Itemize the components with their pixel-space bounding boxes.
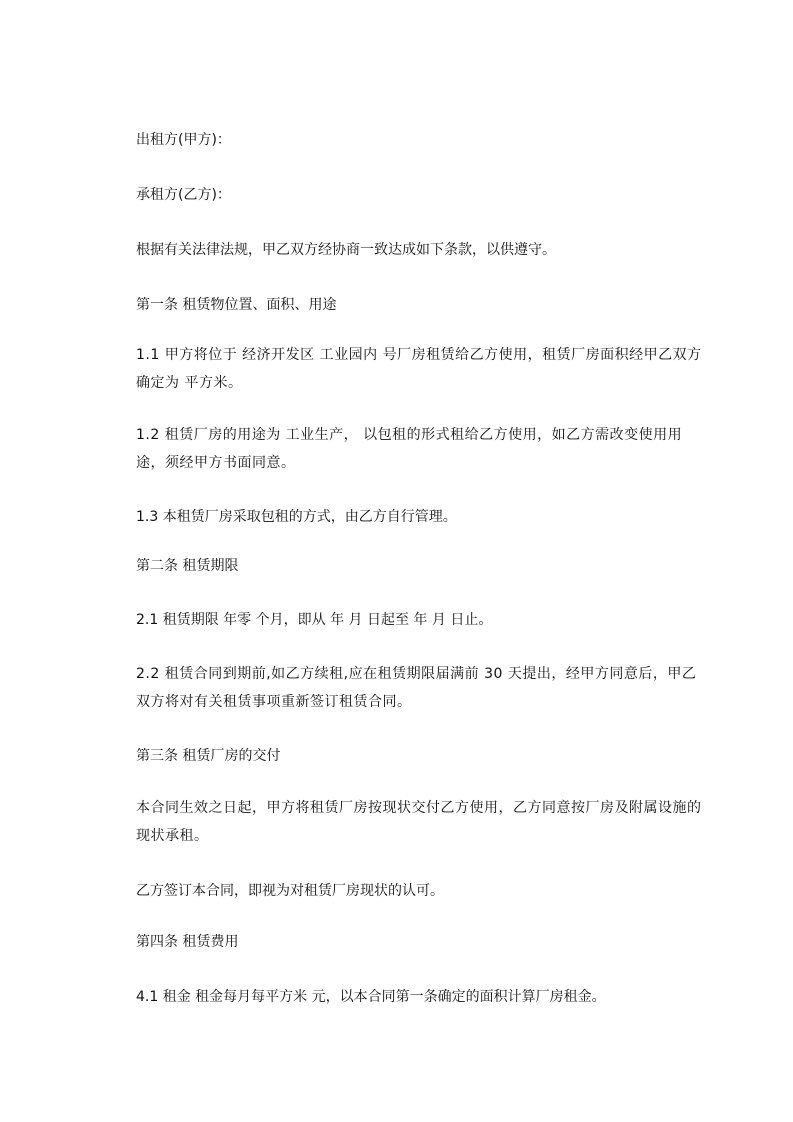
article-4-heading: 第四条 租赁费用: [136, 934, 239, 950]
article-1-heading: 第一条 租赁物位置、面积、用途: [136, 297, 337, 313]
clause-1-2: 1.2 租赁厂房的用途为 工业生产， 以包租的形式租给乙方使用，如乙方需改变使用用途，须经甲方书面同意。: [136, 427, 683, 471]
acceptance-paragraph: 乙方签订本合同，即视为对租赁厂房现状的认可。: [136, 883, 444, 899]
clause-4-1: 4.1 租金 租金每月每平方米 元，以本合同第一条确定的面积计算厂房租金。: [136, 989, 606, 1005]
article-2-heading: 第二条 租赁期限: [136, 558, 239, 574]
clause-1-1: 1.1 甲方将位于 经济开发区 工业园内 号厂房租赁给乙方使用，租赁厂房面积经甲乙双方确定为 平方米。: [136, 347, 702, 391]
clause-2-1: 2.1 租赁期限 年零 个月，即从 年 月 日起至 年 月 日止。: [136, 612, 493, 628]
preamble-paragraph: 根据有关法律法规，甲乙双方经协商一致达成如下条款，以供遵守。: [136, 242, 556, 258]
clause-2-2: 2.2 租赁合同到期前,如乙方续租,应在租赁期限届满前 30 天提出，经甲方同意后，甲乙双方将对有关租赁事项重新签订租赁合同。: [136, 666, 697, 710]
delivery-paragraph: 本合同生效之日起，甲方将租赁厂房按现状交付乙方使用，乙方同意按厂房及附属设施的现状承租。: [136, 800, 702, 844]
lessor-line: 出租方(甲方)：: [136, 132, 231, 148]
clause-1-3: 1.3 本租赁厂房采取包租的方式，由乙方自行管理。: [136, 509, 457, 525]
lessee-line: 承租方(乙方)：: [136, 187, 231, 203]
article-3-heading: 第三条 租赁厂房的交付: [136, 748, 281, 764]
